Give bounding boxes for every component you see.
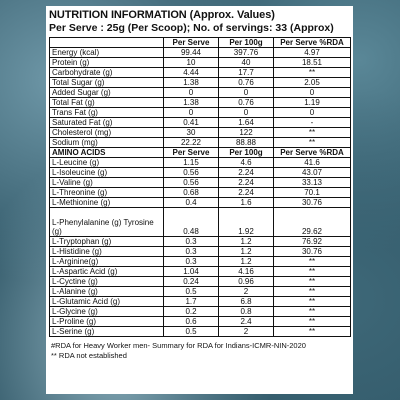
per-serve-value: 0.2 — [164, 307, 219, 317]
per-serve-value: 1.15 — [164, 158, 219, 168]
per-serve-value: 1.7 — [164, 297, 219, 307]
amino-acid-row — [50, 317, 351, 327]
row-label: L-Isoleucine (g) — [50, 168, 164, 178]
rda-value: ** — [274, 327, 351, 337]
per-serve-value: 0.5 — [164, 287, 219, 297]
nutrition-header-row — [50, 38, 351, 48]
rda-note: #RDA for Heavy Worker men- Summary for RDA for Indians-ICMR-NIN-2020 — [51, 341, 306, 350]
rda-value: 33.13 — [274, 178, 351, 188]
per-serve-value: 0.68 — [164, 188, 219, 198]
per-serve-value: 0.3 — [164, 237, 219, 247]
per-100g-value: 2.4 — [219, 317, 274, 327]
per-100g-value: 40 — [219, 58, 274, 68]
per-100g-value: 1.2 — [219, 257, 274, 267]
label-header — [49, 6, 350, 35]
amino-acids-header-row — [50, 148, 351, 158]
per-100g-value: 1.92 — [219, 208, 274, 237]
row-label: L-Tryptophan (g) — [50, 237, 164, 247]
header-cell-rda: Per Serve %RDA — [274, 38, 351, 48]
amino-acid-row — [50, 178, 351, 188]
per-100g-value: 4.16 — [219, 267, 274, 277]
serving-info: Per Serve : 25g (Per Scoop); No. of servings: 33 (Approx) — [49, 22, 334, 34]
rda-value: 18.51 — [274, 58, 351, 68]
per-100g-value: 0.76 — [219, 98, 274, 108]
rda-value: 70.1 — [274, 188, 351, 198]
rda-value: 2.05 — [274, 78, 351, 88]
per-serve-value: 10 — [164, 58, 219, 68]
rda-value: 30.76 — [274, 198, 351, 208]
per-serve-value: 4.44 — [164, 68, 219, 78]
per-100g-value: 0 — [219, 88, 274, 98]
rda-value: 0 — [274, 108, 351, 118]
per-serve-value: 0.41 — [164, 118, 219, 128]
per-100g-value: 2.24 — [219, 178, 274, 188]
rda-value: ** — [274, 138, 351, 148]
nutrition-table — [49, 37, 351, 337]
per-serve-value: 1.38 — [164, 98, 219, 108]
per-100g-value: 0.96 — [219, 277, 274, 287]
per-serve-value: 0.3 — [164, 257, 219, 267]
amino-acid-row — [50, 287, 351, 297]
label-footer — [49, 337, 350, 361]
row-label: L-Aspartic Acid (g) — [50, 267, 164, 277]
nutrient-row — [50, 98, 351, 108]
rda-value: ** — [274, 267, 351, 277]
nutrition-table-body — [50, 38, 351, 337]
rda-value: 30.76 — [274, 247, 351, 257]
per-100g-value: 0.76 — [219, 78, 274, 88]
rda-not-established-note: ** RDA not established — [51, 351, 127, 360]
amino-acid-row — [50, 237, 351, 247]
amino-acid-row — [50, 257, 351, 267]
row-label: Trans Fat (g) — [50, 108, 164, 118]
row-label: L-Phenylalanine (g) Tyrosine (g) — [50, 208, 164, 237]
per-100g-value: 2.24 — [219, 168, 274, 178]
per-100g-value: 1.2 — [219, 247, 274, 257]
per-serve-value: 0.5 — [164, 327, 219, 337]
nutrient-row — [50, 78, 351, 88]
row-label: L-Arginine(g) — [50, 257, 164, 267]
row-label: L-Glycine (g) — [50, 307, 164, 317]
amino-acid-row — [50, 247, 351, 257]
per-serve-value: 22.22 — [164, 138, 219, 148]
per-serve-value: 0.6 — [164, 317, 219, 327]
nutrient-row — [50, 128, 351, 138]
per-serve-value: 1.38 — [164, 78, 219, 88]
row-label: L-Histidine (g) — [50, 247, 164, 257]
rda-value: 4.97 — [274, 48, 351, 58]
nutrient-row — [50, 108, 351, 118]
nutrient-row — [50, 138, 351, 148]
row-label: Sodium (mg) — [50, 138, 164, 148]
rda-value: ** — [274, 307, 351, 317]
amino-acids-heading: AMINO ACIDS — [50, 148, 164, 158]
per-100g-value: 0.8 — [219, 307, 274, 317]
per-serve-value: 0 — [164, 88, 219, 98]
label-title: NUTRITION INFORMATION (Approx. Values) — [49, 9, 275, 21]
amino-acid-row — [50, 307, 351, 317]
per-100g-value: 88.88 — [219, 138, 274, 148]
per-100g-value: 2 — [219, 287, 274, 297]
rda-value: 41.6 — [274, 158, 351, 168]
per-100g-value: 0 — [219, 108, 274, 118]
row-label: Total Sugar (g) — [50, 78, 164, 88]
row-label: Cholesterol (mg) — [50, 128, 164, 138]
row-label: Energy (kcal) — [50, 48, 164, 58]
per-serve-value: 99.44 — [164, 48, 219, 58]
per-100g-value: 1.64 — [219, 118, 274, 128]
rda-value: ** — [274, 68, 351, 78]
amino-acid-row — [50, 327, 351, 337]
row-label: L-Valine (g) — [50, 178, 164, 188]
per-serve-value: 0 — [164, 108, 219, 118]
rda-value: 1.19 — [274, 98, 351, 108]
row-label: L-Methionine (g) — [50, 198, 164, 208]
per-100g-value: 122 — [219, 128, 274, 138]
row-label: L-Serine (g) — [50, 327, 164, 337]
per-100g-value: 4.6 — [219, 158, 274, 168]
row-label: L-Alanine (g) — [50, 287, 164, 297]
row-label: Protein (g) — [50, 58, 164, 68]
row-label: L-Cyctine (g) — [50, 277, 164, 287]
amino-header-cell: Per 100g — [219, 148, 274, 158]
row-label: L-Threonine (g) — [50, 188, 164, 198]
header-cell-per-serve: Per Serve — [164, 38, 219, 48]
rda-value: ** — [274, 128, 351, 138]
per-100g-value: 6.8 — [219, 297, 274, 307]
per-serve-value: 30 — [164, 128, 219, 138]
per-serve-value: 0.3 — [164, 247, 219, 257]
amino-acid-row — [50, 198, 351, 208]
header-cell-blank — [50, 38, 164, 48]
rda-value: ** — [274, 287, 351, 297]
rda-value: 76.92 — [274, 237, 351, 247]
amino-acid-row — [50, 267, 351, 277]
row-label: Total Fat (g) — [50, 98, 164, 108]
rda-value: ** — [274, 277, 351, 287]
amino-acid-row — [50, 188, 351, 198]
row-label: L-Glutamic Acid (g) — [50, 297, 164, 307]
nutrient-row — [50, 88, 351, 98]
row-label: Added Sugar (g) — [50, 88, 164, 98]
per-serve-value: 0.56 — [164, 178, 219, 188]
rda-value: - — [274, 118, 351, 128]
per-100g-value: 2 — [219, 327, 274, 337]
nutrient-row — [50, 48, 351, 58]
rda-value: 29.62 — [274, 208, 351, 237]
amino-acid-row — [50, 297, 351, 307]
per-100g-value: 1.2 — [219, 237, 274, 247]
rda-value: ** — [274, 257, 351, 267]
per-serve-value: 0.24 — [164, 277, 219, 287]
amino-header-cell: Per Serve — [164, 148, 219, 158]
per-serve-value: 0.48 — [164, 208, 219, 237]
rda-value: 43.07 — [274, 168, 351, 178]
nutrient-row — [50, 58, 351, 68]
row-label: Carbohydrate (g) — [50, 68, 164, 78]
amino-acid-row — [50, 168, 351, 178]
per-100g-value: 1.6 — [219, 198, 274, 208]
per-serve-value: 0.56 — [164, 168, 219, 178]
header-cell-per-100g: Per 100g — [219, 38, 274, 48]
row-label: Saturated Fat (g) — [50, 118, 164, 128]
rda-value: 0 — [274, 88, 351, 98]
amino-acid-row — [50, 277, 351, 287]
nutrient-row — [50, 68, 351, 78]
per-100g-value: 2.24 — [219, 188, 274, 198]
nutrient-row — [50, 118, 351, 128]
nutrition-label — [46, 6, 353, 394]
amino-acid-row — [50, 158, 351, 168]
rda-value: ** — [274, 297, 351, 307]
amino-header-cell: Per Serve %RDA — [274, 148, 351, 158]
rda-value: ** — [274, 317, 351, 327]
amino-acid-row — [50, 208, 351, 237]
row-label: L-Proline (g) — [50, 317, 164, 327]
per-serve-value: 1.04 — [164, 267, 219, 277]
per-serve-value: 0.4 — [164, 198, 219, 208]
per-100g-value: 397.76 — [219, 48, 274, 58]
row-label: L-Leucine (g) — [50, 158, 164, 168]
per-100g-value: 17.7 — [219, 68, 274, 78]
